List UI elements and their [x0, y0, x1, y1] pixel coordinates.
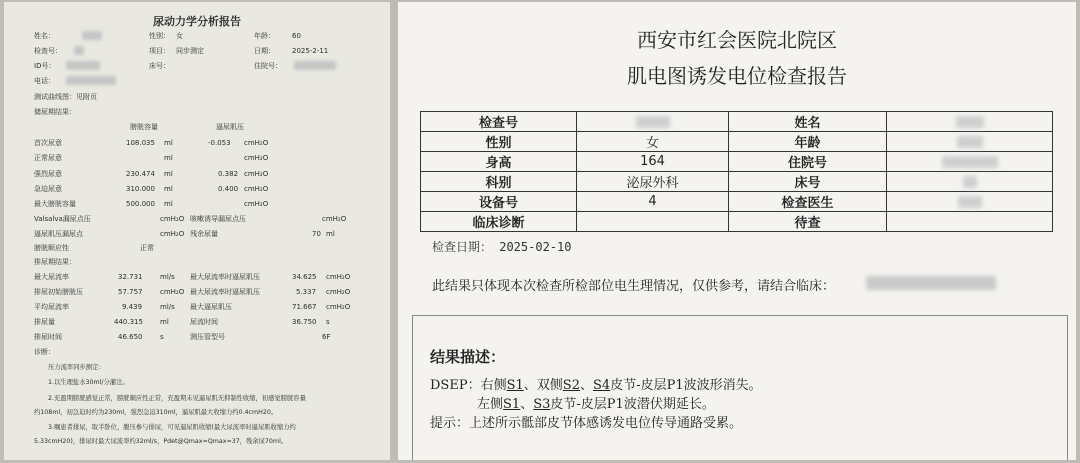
table-row	[421, 112, 1053, 132]
diagnosis-line: 3.嘱患者排尿，取半卧位，腹压参与排尿，可见逼尿肌收缩(最大尿流率时逼尿肌收缩力约	[48, 424, 296, 431]
voiding-unit-2: cmH₂O	[326, 303, 351, 311]
table-row	[421, 192, 1053, 212]
info-name-label: 姓名：	[34, 32, 55, 40]
info-age-value: 60	[292, 32, 301, 40]
info-phone-label: 电话：	[34, 77, 55, 85]
table-key: 住院号	[729, 152, 887, 172]
table-value: 女	[577, 132, 729, 152]
diagnosis-heading: 诊断：	[34, 348, 55, 356]
voiding-label-2: 测压管型号	[190, 333, 225, 341]
table-key: 设备号	[421, 192, 577, 212]
cough-label: 咳嗽诱导漏尿点压	[190, 215, 246, 223]
table-key: 检查号	[421, 112, 577, 132]
storage-pressure-unit: cmH₂O	[244, 139, 269, 147]
compliance-label: 膀胱顺应性	[34, 244, 69, 252]
table-row	[421, 172, 1053, 192]
voiding-unit: ml	[160, 318, 169, 326]
redacted-name	[82, 31, 102, 40]
voiding-label-2: 最大尿流率时逼尿肌压	[190, 273, 260, 281]
info-bed-label: 床号：	[149, 62, 170, 70]
table-cell-redacted	[887, 112, 1053, 132]
info-date-label: 日期：	[254, 47, 275, 55]
diagnosis-line: 2.充盈期膀胱感觉正常，膀胱顺应性正常，充盈期未见逼尿肌无抑制性收缩，初感觉膀胱容量	[48, 395, 306, 402]
dsep-segment: S1	[503, 397, 521, 412]
voiding-unit: ml/s	[160, 303, 175, 311]
voiding-label: 排尿量	[34, 318, 55, 326]
storage-pressure-unit: cmH₂O	[244, 200, 269, 208]
table-key: 床号	[729, 172, 887, 192]
voiding-label-2: 最大尿流率时逼尿肌压	[190, 288, 260, 296]
emg-report	[398, 2, 1076, 460]
storage-capacity: 500.000	[126, 200, 155, 208]
table-row	[421, 212, 1053, 232]
residual-value: 70	[312, 230, 321, 238]
dsep-text: 皮节-皮层P1波波形消失。	[610, 378, 762, 393]
exam-date: 检查日期： 2025-02-10	[432, 240, 572, 254]
patient-info-table	[420, 111, 1053, 232]
cough-unit: cmH₂O	[322, 215, 347, 223]
voiding-label: 平均尿流率	[34, 303, 69, 311]
disclaimer: 此结果只体现本次检查所检部位电生理情况，仅供参考，请结合临床：	[432, 279, 836, 294]
voiding-label: 排尿时间	[34, 333, 62, 341]
storage-unit: ml	[164, 200, 173, 208]
dsep-segment: S3	[533, 397, 551, 412]
storage-pressure-unit: cmH₂O	[244, 170, 269, 178]
voiding-value: 9.439	[122, 303, 143, 311]
table-row	[421, 152, 1053, 172]
table-key: 科别	[421, 172, 577, 192]
table-cell-redacted	[887, 172, 1053, 192]
report-title: 肌电图诱发电位检查报告	[627, 64, 847, 88]
test-curve-note: 测试曲线图：见附页	[34, 93, 97, 101]
info-sex-label: 性别：	[149, 32, 170, 40]
voiding-heading: 排尿期结果：	[34, 258, 76, 266]
dsep-text: 、	[579, 378, 593, 393]
dsep-segment: S4	[593, 378, 611, 393]
diagnosis-line: 压力流率同步测定：	[48, 364, 105, 371]
table-cell-redacted	[887, 152, 1053, 172]
storage-capacity: 108.035	[126, 139, 155, 147]
storage-unit: ml	[164, 170, 173, 178]
storage-label: 强烈尿意	[34, 170, 62, 178]
storage-pressure: 0.382	[218, 170, 239, 178]
storage-pressure: -0.053	[208, 139, 231, 147]
voiding-unit-2: cmH₂O	[326, 273, 351, 281]
redacted-disclaimer-tail	[866, 276, 996, 290]
voiding-label-2: 尿流时间	[190, 318, 218, 326]
voiding-unit-2: 6F	[322, 333, 331, 341]
compliance-value: 正常	[140, 244, 154, 252]
dsep-text: 左侧	[477, 397, 504, 412]
dsep-text: 、	[520, 397, 534, 412]
info-inpatient-label: 住院号：	[254, 62, 282, 70]
storage-col-capacity: 膀胱容量	[130, 123, 158, 131]
voiding-unit-2: cmH₂O	[326, 288, 351, 296]
dsep-segment: S1	[506, 378, 524, 393]
result-heading: 结果描述：	[430, 348, 506, 366]
voiding-value-2: 34.625	[292, 273, 317, 281]
dsep-text: 、双侧	[523, 378, 563, 393]
storage-capacity: 310.000	[126, 185, 155, 193]
storage-pressure: 0.400	[218, 185, 239, 193]
voiding-value: 440.315	[114, 318, 143, 326]
voiding-value-2: 5.337	[296, 288, 317, 296]
dsep-line-1	[430, 374, 762, 393]
table-value	[577, 212, 729, 232]
redacted-id	[66, 61, 100, 70]
voiding-unit: cmH₂O	[160, 288, 185, 296]
info-date-value: 2025-2-11	[292, 47, 329, 55]
voiding-value: 46.650	[118, 333, 143, 341]
storage-unit: ml	[164, 154, 173, 162]
dsep-label: DSEP：	[430, 378, 481, 393]
table-key: 姓名	[729, 112, 887, 132]
urodynamics-title: 尿动力学分析报告	[153, 15, 241, 28]
table-key: 身高	[421, 152, 577, 172]
voiding-value: 57.757	[118, 288, 143, 296]
voiding-label: 最大尿流率	[34, 273, 69, 281]
dsep-text: 右侧	[480, 378, 507, 393]
storage-unit: ml	[164, 185, 173, 193]
dsep-text: 皮节-皮层P1波潜伏期延长。	[550, 397, 715, 412]
voiding-label-2: 最大逼尿肌压	[190, 303, 232, 311]
residual-label: 残余尿量	[190, 230, 218, 238]
detrusor-leak-label: 逼尿肌压漏尿点	[34, 230, 83, 238]
residual-unit: ml	[326, 230, 335, 238]
redacted-phone	[66, 76, 116, 85]
voiding-value: 32.731	[118, 273, 143, 281]
hospital-name: 西安市红会医院北院区	[637, 28, 837, 52]
redacted-inpatient	[294, 61, 336, 70]
storage-heading: 储尿期结果：	[34, 108, 76, 116]
storage-label: 最大膀胱容量	[34, 200, 76, 208]
info-sex-value: 女	[176, 32, 183, 40]
diagnosis-line: 5.33cmH20)，排尿时最大尿流率约32ml/s，Pdet@Qmax=Qmax=37，残余尿70ml。	[34, 438, 288, 445]
valsalva-unit: cmH₂O	[160, 215, 185, 223]
voiding-value-2: 71.667	[292, 303, 317, 311]
table-value: 4	[577, 192, 729, 212]
storage-label: 首次尿意	[34, 139, 62, 147]
voiding-unit: ml/s	[160, 273, 175, 281]
info-item-label: 项目：	[149, 47, 170, 55]
voiding-unit: s	[160, 333, 164, 341]
valsalva-label: Valsalva漏尿点压	[34, 215, 91, 223]
storage-label: 急迫尿意	[34, 185, 62, 193]
table-value: 泌尿外科	[577, 172, 729, 192]
table-key: 临床诊断	[421, 212, 577, 232]
storage-capacity: 230.474	[126, 170, 155, 178]
hint-text: 上述所示骶部皮节体感诱发电位传导通路受累。	[469, 416, 743, 431]
storage-unit: ml	[164, 139, 173, 147]
dsep-line-2	[477, 393, 715, 412]
info-item-value: 同步测定	[176, 47, 204, 55]
table-cell-redacted	[577, 112, 729, 132]
table-cell-redacted	[887, 192, 1053, 212]
table-cell-redacted	[887, 132, 1053, 152]
diagnosis-line: 1.以生理盐水30ml/分灌注。	[48, 379, 129, 386]
table-row	[421, 132, 1053, 152]
storage-pressure-unit: cmH₂O	[244, 185, 269, 193]
info-age-label: 年龄：	[254, 32, 275, 40]
voiding-unit-2: s	[326, 318, 330, 326]
storage-col-pressure: 逼尿肌压	[216, 123, 244, 131]
hint-line	[430, 412, 742, 431]
info-id-label: ID号：	[34, 62, 56, 70]
table-key: 年龄	[729, 132, 887, 152]
hint-label: 提示：	[430, 416, 470, 431]
diagnosis-line: 约108ml，初急迫时约为230ml，强烈急迫310ml，逼尿肌最大收缩力约0.4cmH20。	[34, 409, 278, 416]
info-exam-no-label: 检查号：	[34, 47, 62, 55]
storage-label: 正常尿意	[34, 154, 62, 162]
table-key: 检查医生	[729, 192, 887, 212]
detrusor-leak-unit: cmH₂O	[160, 230, 185, 238]
voiding-label: 排尿初始膀胱压	[34, 288, 83, 296]
redacted-exam-no	[74, 46, 84, 55]
urodynamics-report	[4, 2, 390, 460]
table-value	[887, 212, 1053, 232]
storage-pressure-unit: cmH₂O	[244, 154, 269, 162]
table-value: 164	[577, 152, 729, 172]
voiding-value-2: 36.750	[292, 318, 317, 326]
table-key: 性别	[421, 132, 577, 152]
table-key: 待查	[729, 212, 887, 232]
dsep-segment: S2	[562, 378, 580, 393]
